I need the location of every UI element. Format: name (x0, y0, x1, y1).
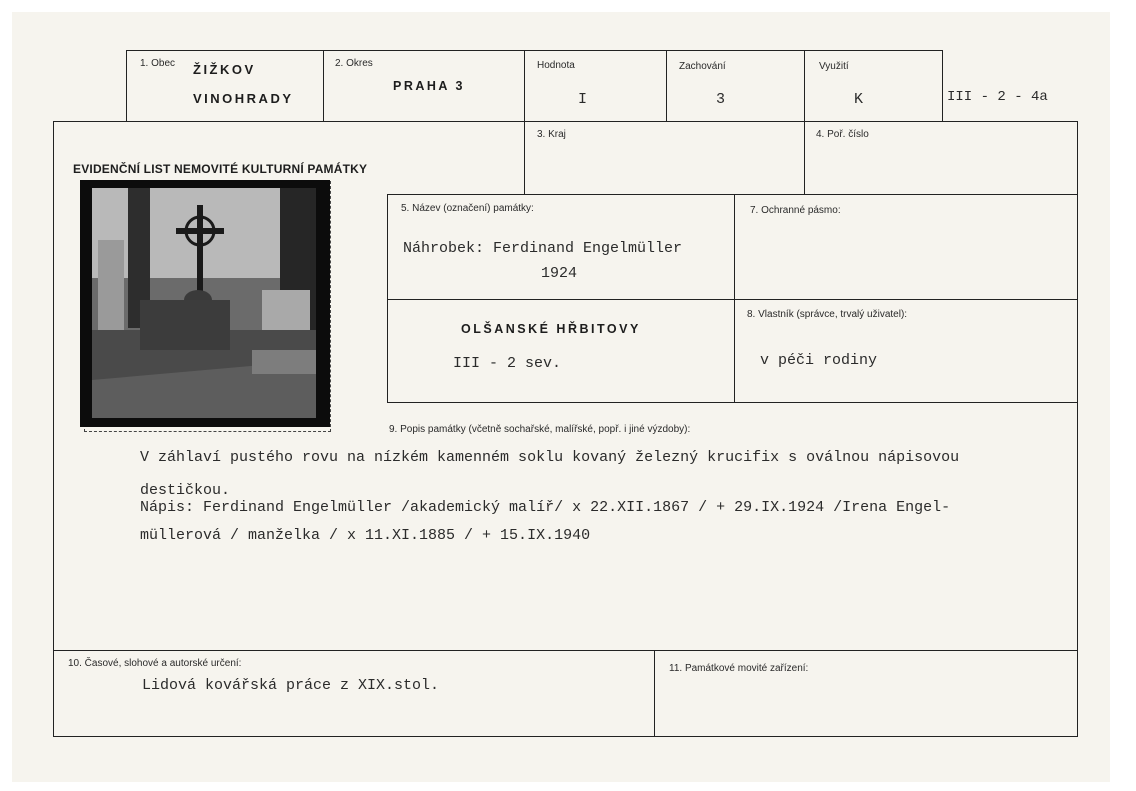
label-movite-zarizeni: 11. Památkové movité zařízení: (669, 663, 809, 674)
value-obec-line1: ŽIŽKOV (193, 62, 256, 77)
value-okres: PRAHA 3 (393, 79, 465, 93)
value-vlastnik: v péči rodiny (760, 352, 878, 369)
label-kraj: 3. Kraj (537, 129, 566, 140)
popis-line-4: müllerová / manželka / x 11.XI.1885 / + 15.IX.1940 (140, 527, 591, 544)
popis-line-3: Nápis: Ferdinand Engelmüller /akademický malíř/ x 22.XII.1867 / + 29.IX.1924 /Irena Engel- (140, 499, 951, 516)
label-vlastnik: 8. Vlastník (správce, trvalý uživatel): (747, 309, 908, 320)
value-obec-line2: VINOHRADY (193, 91, 294, 106)
value-lokalita-line2: III - 2 sev. (453, 355, 562, 372)
field-kraj (524, 121, 805, 195)
popis-line-1: V záhlaví pustého rovu na nízkém kamenném soklu kovaný železný krucifix s oválnou nápisovou (140, 449, 960, 466)
label-okres: 2. Okres (335, 58, 373, 69)
value-hodnota: I (578, 91, 588, 108)
label-hodnota: Hodnota (537, 60, 575, 71)
value-nazev-line1: Náhrobek: Ferdinand Engelmüller (403, 240, 683, 257)
label-ochranne-pasmo: 7. Ochranné pásmo: (750, 205, 841, 216)
value-casove-urceni: Lidová kovářská práce z XIX.stol. (142, 677, 440, 694)
label-popis: 9. Popis památky (včetně sochařské, malířské, popř. i jiné výzdoby): (389, 424, 691, 435)
value-zachovani: 3 (716, 91, 726, 108)
label-vyuziti: Využití (819, 61, 849, 72)
grave-photo-image (80, 180, 330, 427)
label-nazev: 5. Název (označení) památky: (401, 203, 534, 214)
label-zachovani: Zachování (679, 61, 726, 72)
grave-photo (80, 180, 330, 427)
value-nazev-line2: 1924 (541, 265, 578, 282)
reference-code: III - 2 - 4a (947, 89, 1048, 105)
value-vyuziti: K (854, 91, 864, 108)
label-obec: 1. Obec (140, 58, 176, 69)
label-casove-urceni: 10. Časové, slohové a autorské určení: (68, 658, 242, 669)
field-lokalita (387, 299, 735, 403)
label-por-cislo: 4. Poř. číslo (816, 129, 869, 140)
value-lokalita-line1: OLŠANSKÉ HŘBITOVY (461, 322, 641, 336)
popis-line-2: destičkou. (140, 482, 231, 499)
form-title: EVIDENČNÍ LIST NEMOVITÉ KULTURNÍ PAMÁTKY (73, 162, 368, 176)
